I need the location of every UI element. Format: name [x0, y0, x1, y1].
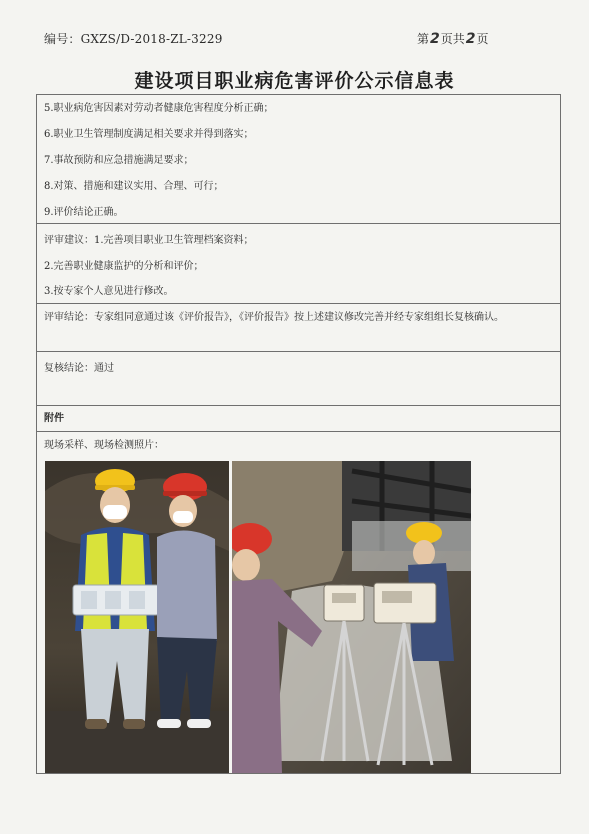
divider [37, 405, 560, 406]
conclusion-item-6: 6.职业卫生管理制度满足相关要求并得到落实； [44, 129, 254, 140]
suggestion-item-2: 2.完善职业健康监护的分析和评价； [44, 261, 204, 272]
page-total: 2 [465, 31, 476, 47]
conclusion-item-5: 5.职业病危害因素对劳动者健康危害程度分析正确； [44, 103, 274, 114]
divider [37, 351, 560, 352]
conclusion-item-9: 9.评价结论正确。 [44, 207, 124, 218]
site-sampling-photo [45, 461, 229, 773]
recheck-conclusion: 复核结论：通过 [44, 363, 114, 374]
divider [37, 303, 560, 304]
document-title: 建设项目职业病危害评价公示信息表 [134, 70, 455, 92]
site-detection-photo [232, 461, 471, 773]
page-prefix: 第 [417, 32, 430, 46]
attachment-caption: 现场采样、现场检测照片： [44, 440, 164, 451]
document-number: 编号：GXZS/D-2018-ZL-3229 [44, 32, 223, 46]
page-suffix: 页 [476, 32, 489, 46]
page-mid: 页共 [440, 32, 465, 46]
info-table [36, 94, 561, 774]
conclusion-item-8: 8.对策、措施和建议实用、合理、可行； [44, 181, 224, 192]
divider [37, 431, 560, 432]
page-current: 2 [430, 31, 440, 47]
page-indicator [417, 30, 489, 47]
conclusion-item-7: 7.事故预防和应急措施满足要求； [44, 155, 194, 166]
review-conclusion: 评审结论：专家组同意通过该《评价报告》，《评价报告》按上述建议修改完善并经专家组组长复核确认。 [44, 312, 504, 323]
attachment-heading: 附件 [44, 413, 64, 424]
divider [37, 223, 560, 224]
suggestion-item-3: 3.按专家个人意见进行修改。 [44, 286, 174, 297]
suggestion-item-1: 评审建议：1.完善项目职业卫生管理档案资料； [44, 235, 254, 246]
